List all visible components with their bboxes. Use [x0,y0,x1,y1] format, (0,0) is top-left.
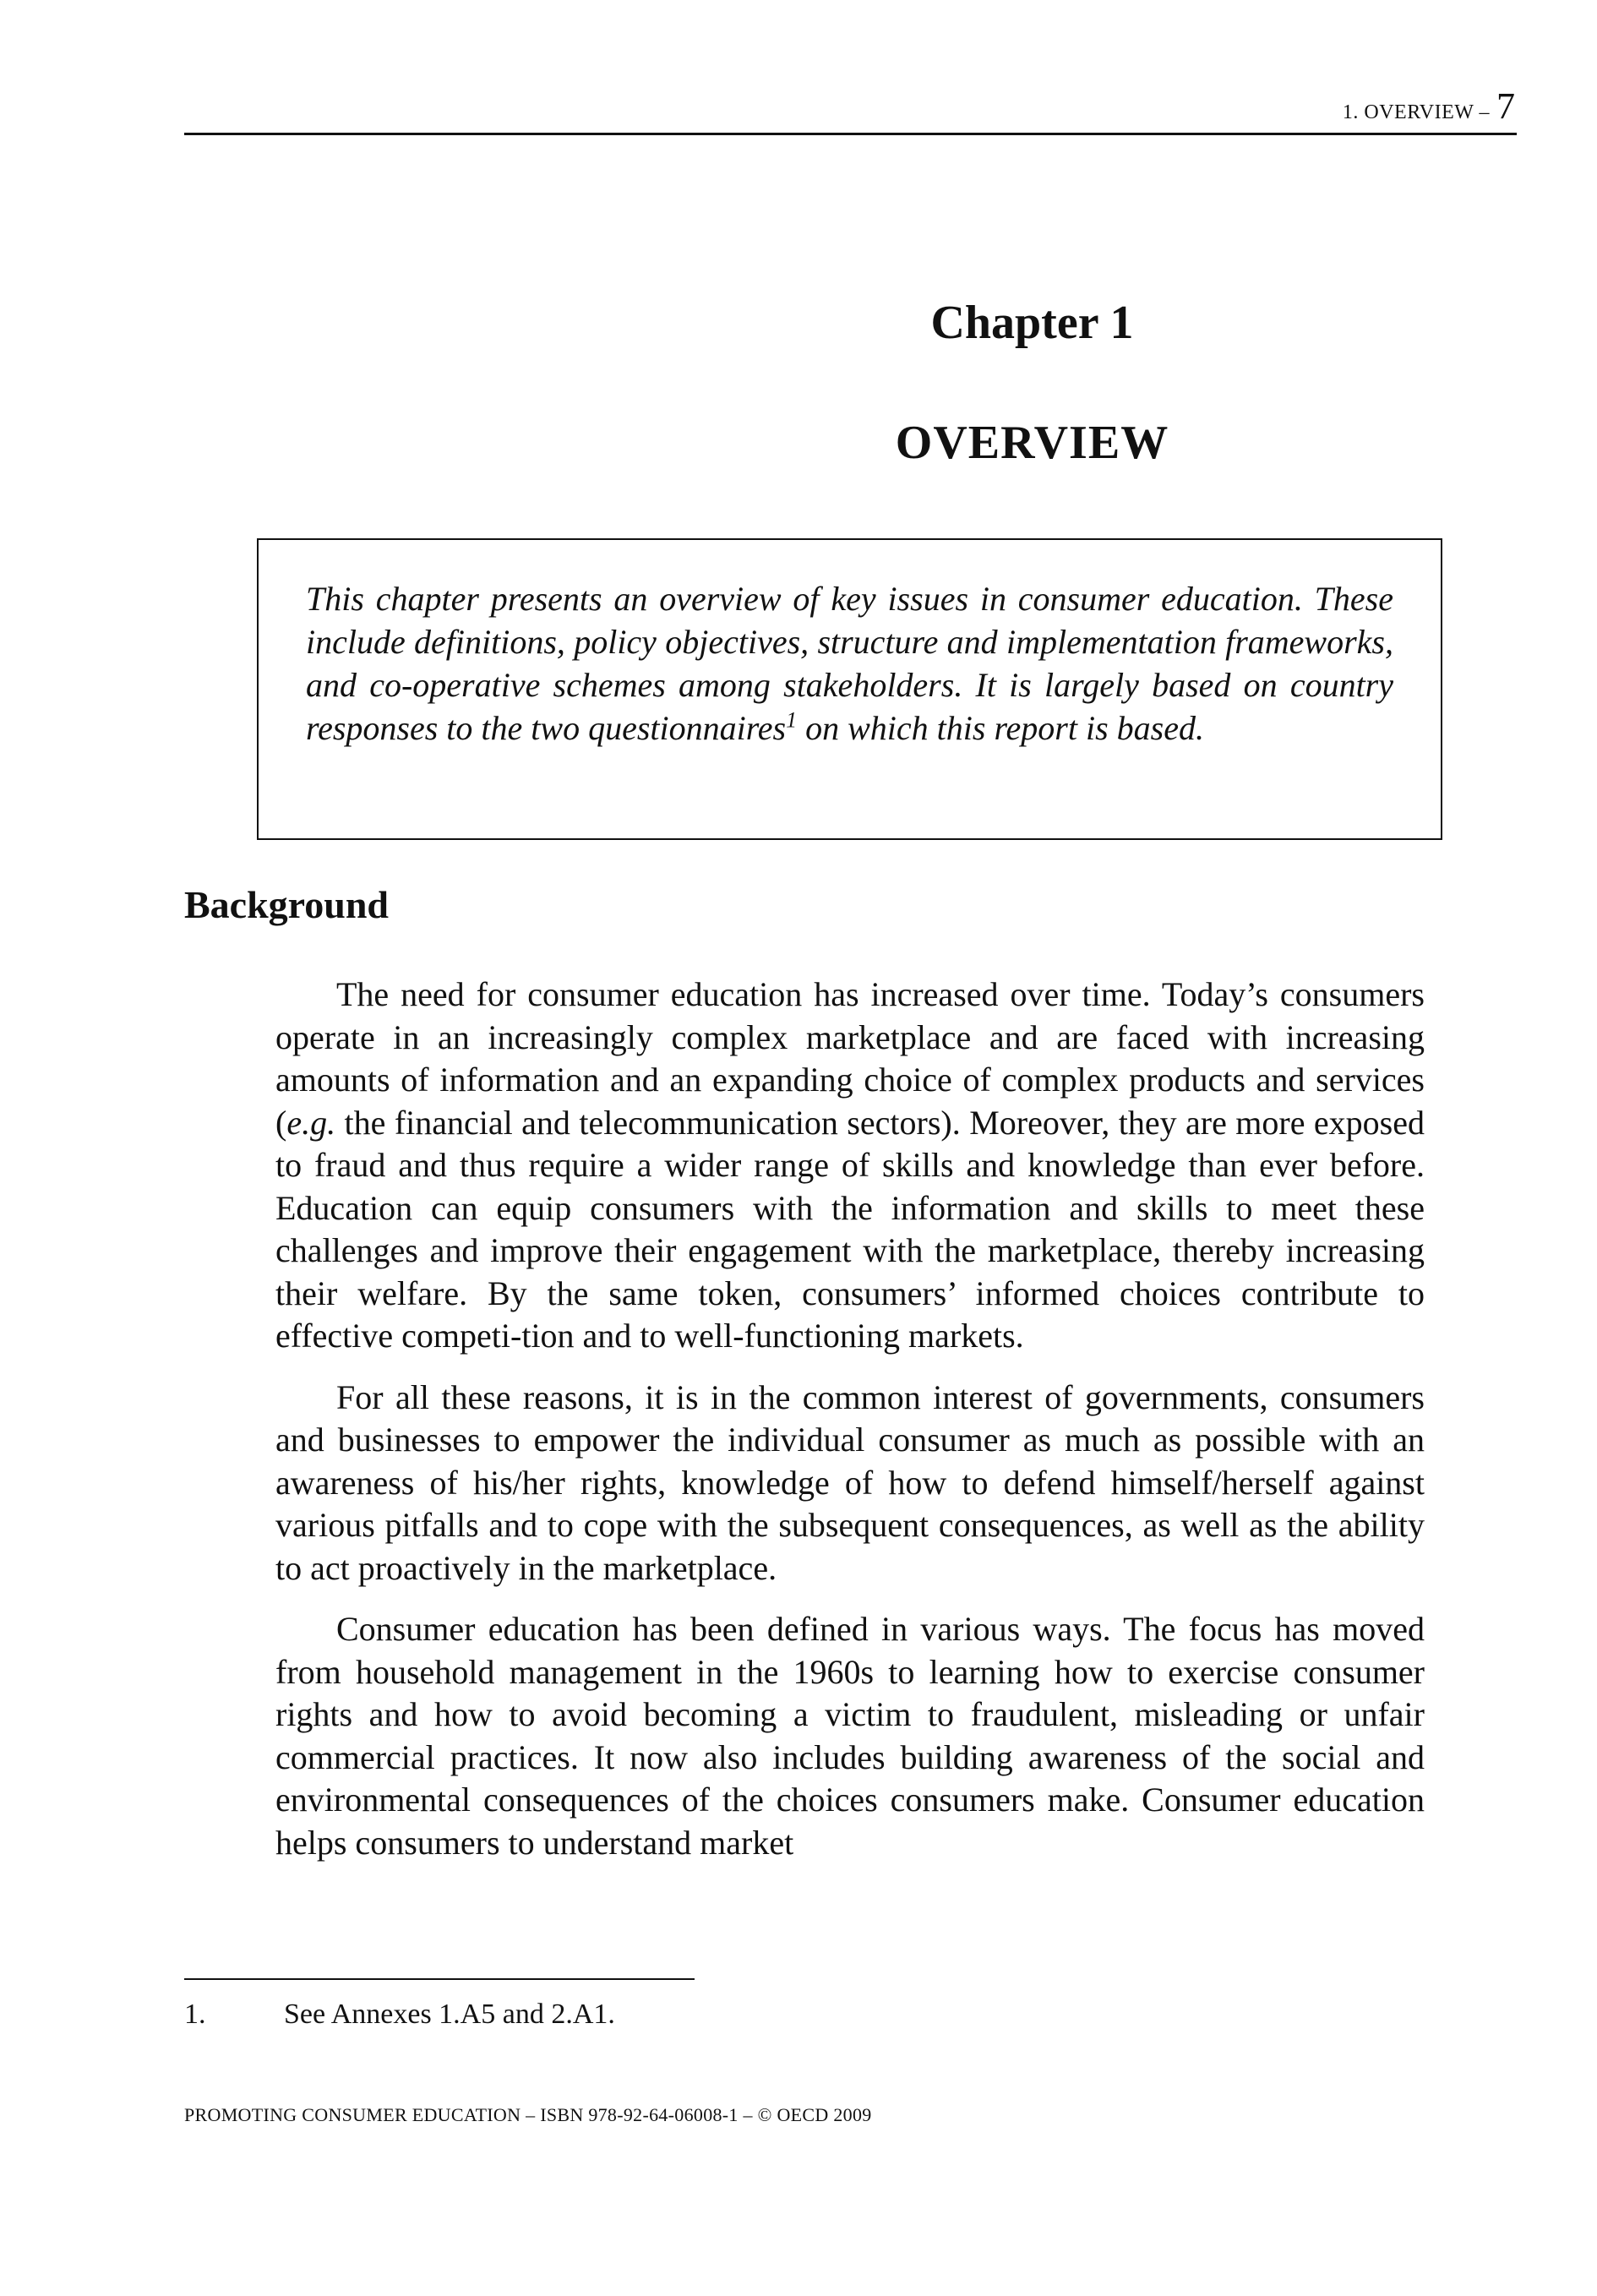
chapter-number: Chapter 1 [930,297,1134,349]
header-page-number: 7 [1496,85,1515,127]
paragraph-1 [275,973,1425,1358]
paragraph-1-end: the financial and telecommunication sectors). Moreover, they are more exposed to fraud and thus require a wider range of skills and knowledge than ever before. Education can equip consumers with the information and skills to meet these challenges and improve their engagement with the marketplace, thereby increasing their welfare. By the same token, consumers’ informed choices contribute to effective competi-tion and to well-functioning markets. [275,1103,1425,1355]
footnote [184,1999,615,2031]
paragraph-1-italic: e.g. [286,1103,336,1142]
chapter-title: OVERVIEW [895,417,1169,469]
body-text [275,973,1425,1883]
chapter-abstract-box [257,538,1442,840]
paragraph-1-start: The need for consumer education has increased over time. Today’s consumers operate in an increasingly complex marketplace and are faced with increasing amounts of information and an expanding choice of complex products and services ( [275,975,1425,1142]
footnote-marker[interactable]: 1 [786,707,798,733]
abstract-text-main: This chapter presents an overview of key issues in consumer education. These include definitions, policy objectives, structure and implementation frameworks, and co-operative schemes among stakeholders. It is largely based on country responses to the two questionnaires [306,580,1393,747]
running-header [184,83,1517,135]
footnote-divider [184,1978,695,1980]
header-chapter-label: 1. OVERVIEW – [1342,101,1490,123]
section-heading-background: Background [184,883,390,926]
abstract-text [306,577,1393,750]
abstract-text-end: on which this report is based. [797,709,1204,747]
footnote-text: See Annexes 1.A5 and 2.A1. [284,1999,615,2030]
footnote-number: 1. [184,1999,206,2030]
paragraph-3: Consumer education has been defined in various ways. The focus has moved from household management in the 1960s to learning how to exercise consumer rights and how to avoid becoming a victim to fraudulent, misleading or unfair commercial practices. It now also includes building awareness of the social and environmental consequences of the choices consumers make. Consumer education helps consumers to understand market [275,1610,1425,1862]
paragraph-2: For all these reasons, it is in the common interest of governments, consumers and businesses to empower the individual consumer as much as possible with an awareness of his/her rights, knowledge of how to defend himself/herself against various pitfalls and to cope with the subsequent consequences, as well as the ability to act proactively in the marketplace. [275,1377,1425,1587]
page-footer: PROMOTING CONSUMER EDUCATION – ISBN 978-92-64-06008-1 – © OECD 2009 [184,2104,872,2125]
